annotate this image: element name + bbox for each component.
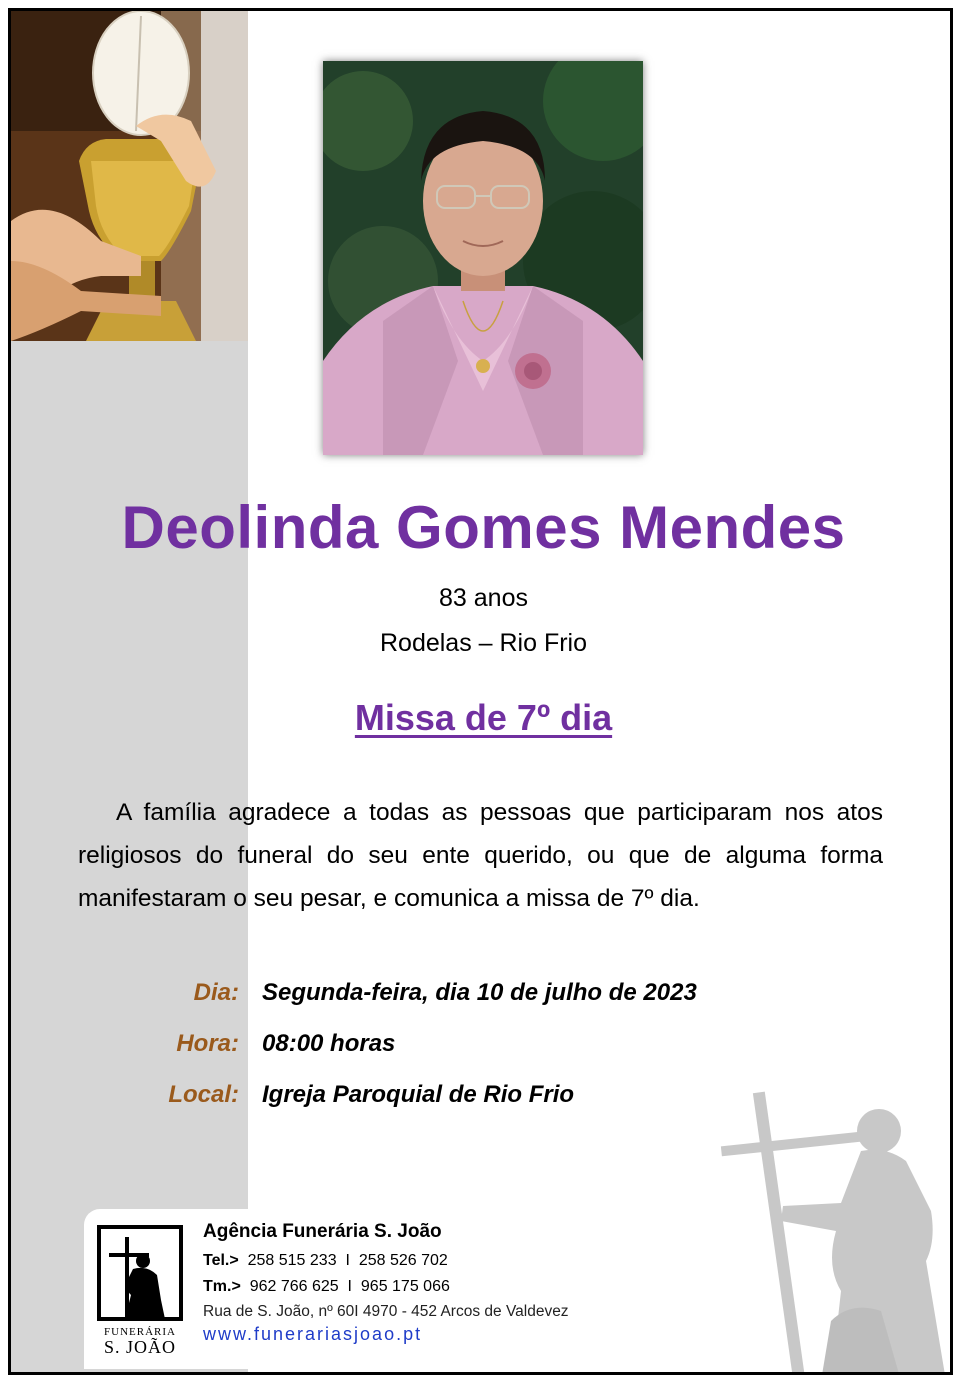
chalice-host-image: [11, 11, 248, 341]
detail-value-day: Segunda-feira, dia 10 de julho de 2023: [262, 979, 697, 1006]
detail-label-place: Local:: [168, 1081, 239, 1108]
logo-line1: FUNERÁRIA: [104, 1326, 176, 1338]
deceased-place: Rodelas – Rio Frio: [379, 629, 588, 657]
deceased-name: Deolinda Gomes Mendes: [121, 494, 846, 561]
detail-row-day: [11, 979, 953, 1013]
tel-numbers: 258 515 233 I 258 526 702: [247, 1252, 448, 1269]
portrait-image: [323, 61, 643, 455]
detail-row-time: [11, 1030, 953, 1064]
funeral-agency-logo: [95, 1225, 185, 1355]
deceased-portrait: [323, 61, 643, 455]
agency-website-link[interactable]: www.funerariasjoao.pt: [203, 1324, 423, 1344]
agency-phone-line: [203, 1252, 448, 1270]
detail-value-time: 08:00 horas: [262, 1030, 396, 1057]
detail-value-place: Igreja Paroquial de Rio Frio: [262, 1081, 575, 1108]
agency-mobile-line: [203, 1278, 450, 1296]
deceased-age: 83 anos: [439, 584, 528, 612]
tm-numbers: 962 766 625 I 965 175 066: [249, 1278, 450, 1295]
agency-name: Agência Funerária S. João: [203, 1221, 442, 1242]
cross-bearer-silhouette-icon: [711, 1091, 953, 1375]
thank-you-message: A família agradece a todas as pessoas que participaram nos atos religiosos do funeral do seu ente querido, ou que de alguma forma manifestaram o seu pesar, e comunica a missa de 7º dia.: [78, 799, 883, 912]
eucharist-photo: [11, 11, 248, 341]
tm-label: Tm.>: [203, 1278, 241, 1295]
detail-label-day: Dia:: [193, 979, 239, 1006]
agency-address: Rua de S. João, nº 60I 4970 - 452 Arcos de Valdevez: [203, 1303, 569, 1320]
mass-title: [11, 697, 953, 739]
obituary-notice: [8, 8, 953, 1375]
logo-line2: S. JOÃO: [103, 1337, 177, 1355]
detail-label-time: Hora:: [176, 1030, 239, 1057]
mass-title-text: Missa de 7º dia: [354, 697, 613, 738]
tel-label: Tel.>: [203, 1252, 239, 1269]
